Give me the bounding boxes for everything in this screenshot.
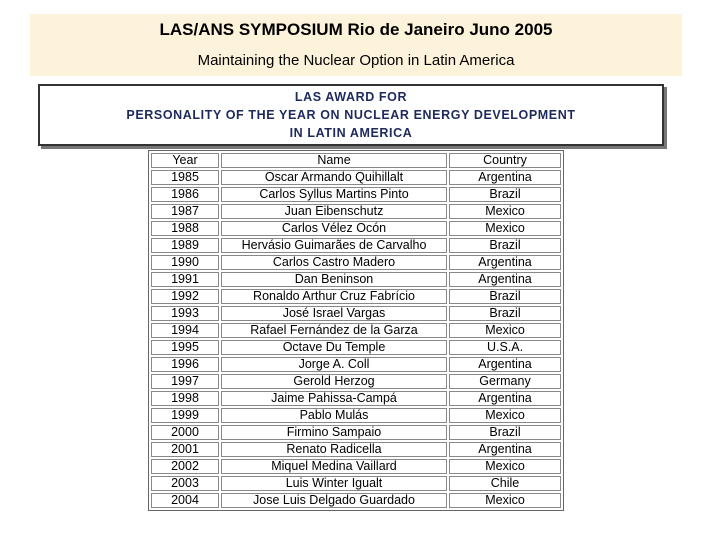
cell-year: 1996 (151, 357, 219, 372)
table-row (151, 187, 561, 202)
cell-name: Pablo Mulás (221, 408, 447, 423)
cell-name: Miquel Medina Vaillard (221, 459, 447, 474)
cell-year: 2002 (151, 459, 219, 474)
awards-table (148, 150, 564, 511)
cell-country: Brazil (449, 289, 561, 304)
table-row (151, 391, 561, 406)
cell-country: Argentina (449, 391, 561, 406)
cell-year: 1989 (151, 238, 219, 253)
cell-name: Luis Winter Igualt (221, 476, 447, 491)
table-row (151, 374, 561, 389)
cell-country: Brazil (449, 238, 561, 253)
cell-year: 1986 (151, 187, 219, 202)
cell-name: Jose Luis Delgado Guardado (221, 493, 447, 508)
table-header-row (151, 153, 561, 168)
award-title-box (38, 84, 664, 146)
cell-year: 1995 (151, 340, 219, 355)
cell-year: 1998 (151, 391, 219, 406)
table-row (151, 357, 561, 372)
cell-year: 2001 (151, 442, 219, 457)
cell-name: Jaime Pahissa-Campá (221, 391, 447, 406)
cell-year: 1992 (151, 289, 219, 304)
cell-name: José Israel Vargas (221, 306, 447, 321)
cell-year: 1985 (151, 170, 219, 185)
cell-year: 1993 (151, 306, 219, 321)
cell-country: Argentina (449, 442, 561, 457)
table-row (151, 408, 561, 423)
table-row (151, 272, 561, 287)
cell-name: Carlos Vélez Ocón (221, 221, 447, 236)
column-header-name: Name (221, 153, 447, 168)
cell-name: Carlos Syllus Martins Pinto (221, 187, 447, 202)
cell-year: 1988 (151, 221, 219, 236)
table-row (151, 476, 561, 491)
table-row (151, 306, 561, 321)
table-row (151, 459, 561, 474)
cell-country: Germany (449, 374, 561, 389)
cell-year: 2003 (151, 476, 219, 491)
cell-country: Mexico (449, 493, 561, 508)
cell-country: U.S.A. (449, 340, 561, 355)
cell-country: Argentina (449, 357, 561, 372)
cell-country: Argentina (449, 255, 561, 270)
header-band (30, 14, 682, 76)
cell-year: 1997 (151, 374, 219, 389)
cell-name: Oscar Armando Quihillalt (221, 170, 447, 185)
cell-country: Chile (449, 476, 561, 491)
cell-year: 1994 (151, 323, 219, 338)
cell-name: Gerold Herzog (221, 374, 447, 389)
table-row (151, 255, 561, 270)
cell-country: Brazil (449, 425, 561, 440)
table-body (151, 170, 561, 508)
award-title-line: LAS AWARD FOR (294, 90, 408, 104)
table-row (151, 425, 561, 440)
table-row (151, 442, 561, 457)
cell-country: Argentina (449, 170, 561, 185)
cell-year: 1999 (151, 408, 219, 423)
cell-country: Mexico (449, 204, 561, 219)
cell-year: 1987 (151, 204, 219, 219)
cell-country: Mexico (449, 323, 561, 338)
award-title-line: PERSONALITY OF THE YEAR ON NUCLEAR ENERGY DEVELOPMENT (126, 108, 576, 122)
column-header-country: Country (449, 153, 561, 168)
page-subtitle: Maintaining the Nuclear Option in Latin America (197, 52, 515, 69)
cell-name: Renato Radicella (221, 442, 447, 457)
table-row (151, 323, 561, 338)
cell-name: Carlos Castro Madero (221, 255, 447, 270)
award-title-line: IN LATIN AMERICA (289, 126, 413, 140)
cell-country: Mexico (449, 408, 561, 423)
table-row (151, 238, 561, 253)
cell-name: Jorge A. Coll (221, 357, 447, 372)
table-row (151, 170, 561, 185)
table-row (151, 289, 561, 304)
cell-year: 2004 (151, 493, 219, 508)
cell-year: 1990 (151, 255, 219, 270)
cell-name: Rafael Fernández de la Garza (221, 323, 447, 338)
page-title: LAS/ANS SYMPOSIUM Rio de Janeiro Juno 2005 (159, 20, 553, 39)
cell-name: Firmino Sampaio (221, 425, 447, 440)
cell-name: Hervásio Guimarães de Carvalho (221, 238, 447, 253)
cell-name: Juan Eibenschutz (221, 204, 447, 219)
table-row (151, 221, 561, 236)
table-row (151, 340, 561, 355)
cell-name: Dan Beninson (221, 272, 447, 287)
table-row (151, 493, 561, 508)
cell-country: Brazil (449, 187, 561, 202)
column-header-year: Year (151, 153, 219, 168)
cell-country: Mexico (449, 459, 561, 474)
cell-country: Brazil (449, 306, 561, 321)
cell-country: Mexico (449, 221, 561, 236)
cell-year: 2000 (151, 425, 219, 440)
cell-country: Argentina (449, 272, 561, 287)
cell-name: Ronaldo Arthur Cruz Fabrício (221, 289, 447, 304)
table-row (151, 204, 561, 219)
cell-year: 1991 (151, 272, 219, 287)
cell-name: Octave Du Temple (221, 340, 447, 355)
